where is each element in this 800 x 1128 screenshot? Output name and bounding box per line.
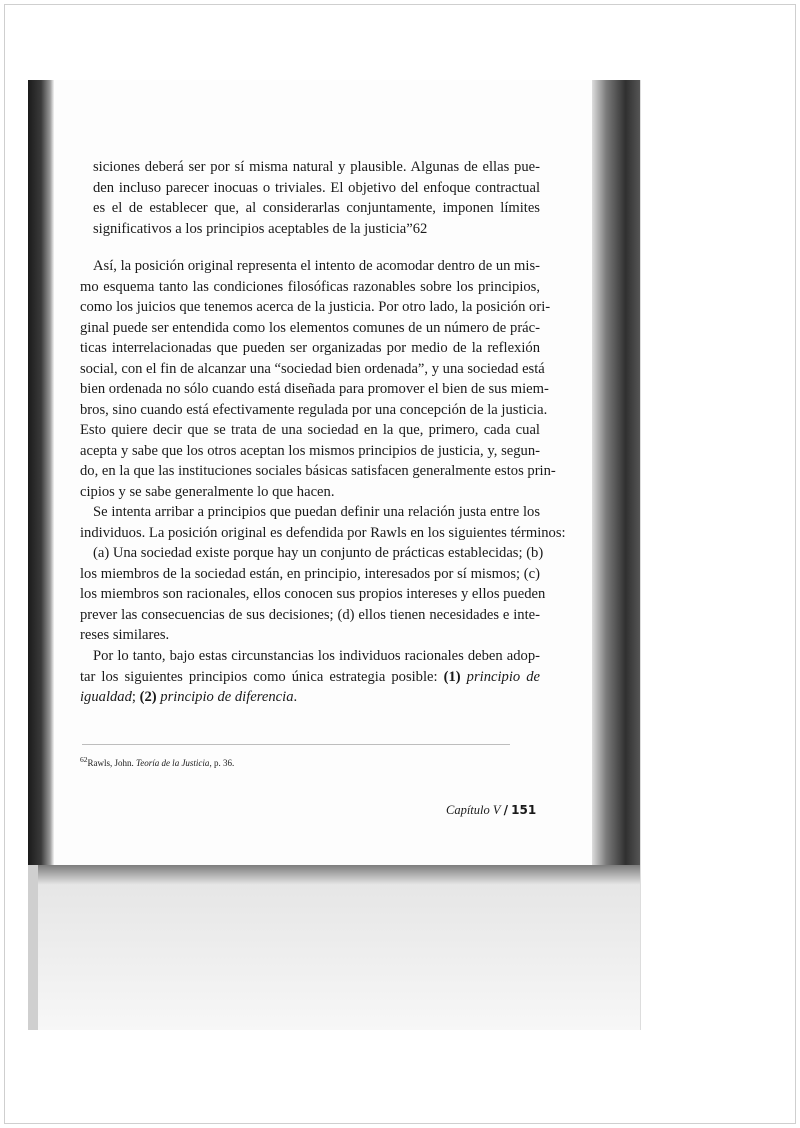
scan-right-blank bbox=[640, 80, 777, 1030]
text-line: Se intenta arribar a principios que puedan definir una relación justa entre los bbox=[93, 504, 540, 520]
footnote-rule bbox=[82, 744, 510, 745]
text-line: reses similares. bbox=[80, 627, 170, 643]
text-line: los miembros son racionales, ellos conocen sus propios intereses y ellos pueden bbox=[80, 586, 546, 602]
binding-shadow-left bbox=[28, 80, 54, 865]
text-line: (a) Una sociedad existe porque hay un conjunto de prácticas establecidas; (b) bbox=[93, 545, 544, 561]
text-line: siciones deberá ser por sí misma natural y plausible. Algunas de ellas pue- bbox=[93, 159, 540, 175]
footnote-author: Rawls, John. bbox=[87, 758, 134, 768]
text-line: ginal puede ser entendida como los elementos comunes de un número de prác- bbox=[80, 319, 540, 336]
text-line: ticas interrelacionadas que pueden ser organizadas por medio de la reflexión bbox=[80, 340, 540, 356]
text-line: igualdad; (2) principio de diferencia. bbox=[80, 689, 298, 705]
text-line: tar los siguientes principios como única estrategia posible: (1) principio de bbox=[80, 668, 540, 685]
page-number: 151 bbox=[511, 803, 537, 817]
page-footer bbox=[446, 803, 536, 818]
text-line: cipios y se sabe generalmente lo que hacen. bbox=[80, 483, 335, 500]
text-line: Esto quiere decir que se trata de una sociedad en la que, primero, cada cual bbox=[80, 422, 540, 438]
text-line: Por lo tanto, bajo estas circunstancias los individuos racionales deben adop- bbox=[93, 648, 540, 664]
text-line: mo esquema tanto las condiciones filosóficas razonables sobre los principios, bbox=[80, 278, 540, 295]
page-edge-right bbox=[592, 80, 640, 865]
text-line: acepta y sabe que los otros aceptan los mismos principios de justicia, y, segun- bbox=[80, 442, 540, 459]
footnote-marker: 62 bbox=[80, 755, 88, 764]
footnote-page: , p. 36. bbox=[209, 758, 235, 768]
text-line: Así, la posición original representa el intento de acomodar dentro de un mis- bbox=[93, 258, 541, 274]
text-line: bros, sino cuando está efectivamente regulada por una concepción de la justicia. bbox=[80, 401, 548, 418]
text-line: significativos a los principios aceptables de la justicia”62 bbox=[93, 220, 428, 237]
text-line: los miembros de la sociedad están, en principio, interesados por sí mismos; (c) bbox=[80, 565, 540, 582]
text-line: social, con el fin de alcanzar una “sociedad bien ordenada”, y una sociedad está bbox=[80, 360, 545, 377]
footnote bbox=[80, 755, 234, 768]
scan-lower-edge bbox=[28, 865, 38, 1030]
text-line: do, en la que las instituciones sociales básicas satisfacen generalmente estos prin- bbox=[80, 463, 556, 479]
text-line: bien ordenada no sólo cuando está diseñada para promover el bien de sus miem- bbox=[80, 381, 549, 397]
text-line: prever las consecuencias de sus decisiones; (d) ellos tienen necesidades e inte- bbox=[80, 606, 540, 623]
text-line: den incluso parecer inocuas o triviales. El objetivo del enfoque contractual bbox=[93, 179, 540, 196]
footer-separator: / bbox=[503, 803, 509, 817]
footnote-title: Teoría de la Justicia bbox=[136, 758, 210, 768]
text-line: como los juicios que tenemos acerca de la justicia. Por otro lado, la posición ori- bbox=[80, 299, 551, 315]
text-line: individuos. La posición original es defendida por Rawls en los siguientes términos: bbox=[80, 524, 566, 541]
text-line: es el de establecer que, al considerarlas conjuntamente, imponen límites bbox=[93, 200, 540, 216]
chapter-label: Capítulo V bbox=[446, 803, 501, 817]
